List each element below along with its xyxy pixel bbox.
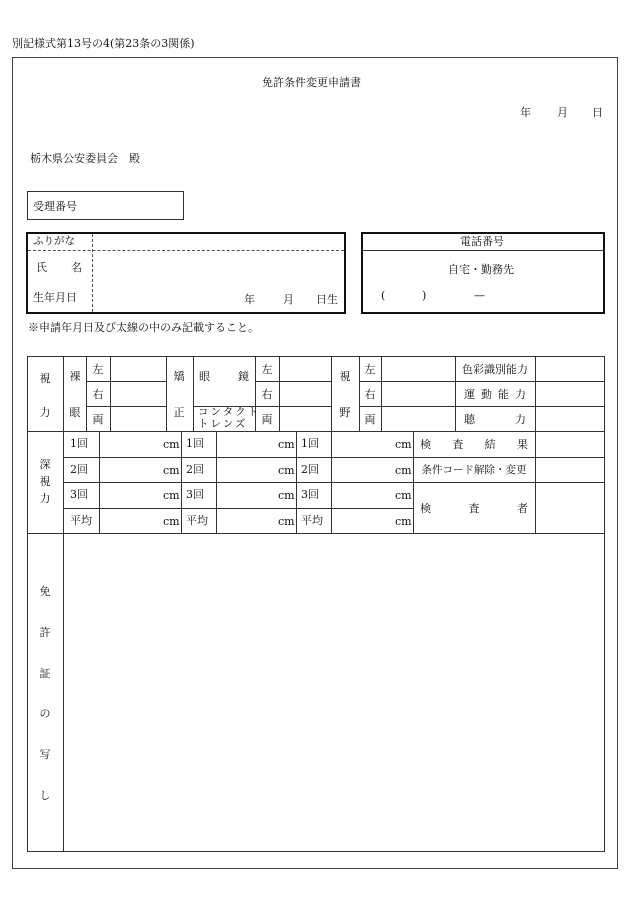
visual-field-label-char-1: 視	[339, 370, 351, 383]
depth-label-char-1: 深	[39, 458, 51, 471]
depth-g1-trial-1: 1回	[70, 437, 88, 450]
motor-ability-label	[464, 388, 526, 400]
hearing-value[interactable]	[535, 406, 605, 431]
naked-eye-label	[66, 368, 84, 420]
depth-g1-unit-2: cm	[163, 464, 180, 477]
name-label-char-2: 名	[71, 261, 82, 274]
rule	[413, 431, 414, 533]
name-label-char-1: 氏	[36, 261, 47, 274]
license-copy-char-1: 免	[39, 585, 51, 598]
field-right-label: 右	[364, 387, 376, 401]
corrected-right-value[interactable]	[279, 381, 331, 406]
depth-g1-average: 平均	[70, 514, 92, 527]
furigana-field[interactable]	[94, 236, 344, 249]
rule	[193, 356, 194, 431]
examiner-char-2: 査	[468, 502, 480, 515]
glasses-label-char-1: 眼	[199, 370, 210, 383]
form-title: 免許条件変更申請書	[262, 76, 361, 89]
motor-ability-char-3: 能	[498, 388, 509, 401]
motor-ability-char-1: 運	[464, 388, 475, 401]
examiner-label	[420, 502, 528, 514]
rule	[331, 356, 332, 431]
depth-g1-unit-3: cm	[163, 489, 180, 502]
corrected-both-value[interactable]	[279, 406, 331, 431]
birthdate-field[interactable]	[94, 286, 344, 310]
phone-title-divider	[363, 250, 603, 251]
depth-perception-label	[36, 456, 54, 506]
depth-g3-trial-3: 3回	[301, 488, 319, 501]
visual-field-label-char-2: 野	[339, 406, 351, 419]
license-copy-char-5: 写	[39, 748, 51, 762]
phone-dash: —	[474, 289, 485, 302]
corrected-label-char-1: 矯	[173, 370, 185, 383]
naked-both-label: 両	[92, 412, 104, 426]
rule	[181, 431, 182, 533]
rule	[296, 431, 297, 533]
applicant-label-divider	[92, 234, 93, 312]
color-discrimination-value[interactable]	[535, 356, 605, 381]
naked-left-value[interactable]	[110, 356, 166, 381]
examiner-char-1: 検	[420, 502, 431, 515]
addressee: 栃木県公安委員会 殿	[30, 152, 140, 165]
field-left-value[interactable]	[381, 356, 455, 381]
date-month-label: 月	[557, 106, 568, 119]
field-right-value[interactable]	[381, 381, 455, 406]
color-discrimination-label: 色彩識別能力	[462, 362, 528, 376]
depth-g3-unit-2: cm	[395, 464, 412, 477]
depth-g2-unit-3: cm	[278, 489, 295, 502]
depth-g1-trial-2: 2回	[70, 463, 88, 476]
naked-right-value[interactable]	[110, 381, 166, 406]
license-copy-label	[36, 583, 54, 803]
vision-label	[36, 370, 54, 420]
depth-g3-trial-2: 2回	[301, 463, 319, 476]
result-char-4: 果	[516, 438, 528, 451]
instruction-note: ※申請年月日及び太線の中のみ記載すること。	[28, 321, 259, 334]
phone-number-field[interactable]	[363, 284, 603, 310]
exam-result-label	[420, 438, 528, 450]
depth-g2-trial-1: 1回	[186, 437, 204, 450]
license-copy-char-4: の	[39, 707, 51, 721]
naked-right-label: 右	[92, 387, 104, 401]
corrected-right-label: 右	[261, 387, 273, 401]
naked-left-label: 左	[92, 362, 104, 376]
hearing-char-1: 聴	[464, 413, 475, 426]
motor-ability-char-4: 力	[515, 388, 526, 401]
date-day-label: 日	[592, 106, 603, 119]
depth-g1-unit-1: cm	[163, 438, 180, 451]
result-char-3: 結	[484, 438, 496, 451]
examiner-value[interactable]	[535, 482, 605, 533]
corrected-left-label: 左	[261, 362, 273, 376]
corrected-label-char-2: 正	[173, 406, 185, 419]
vision-label-char-2: 力	[39, 406, 51, 419]
condition-code-label: 条件コード解除・変更	[421, 464, 527, 476]
depth-g3-unit-1: cm	[395, 438, 412, 451]
phone-title: 電話番号	[460, 235, 504, 248]
depth-g1-trial-3: 3回	[70, 488, 88, 501]
form-number-note: 別記様式第13号の4(第23条の3関係)	[12, 37, 195, 50]
birth-month-unit: 月	[283, 293, 294, 306]
birth-day-unit: 日生	[316, 293, 338, 306]
depth-g3-trial-1: 1回	[301, 437, 319, 450]
visual-field-label	[336, 368, 354, 420]
hearing-label	[464, 413, 526, 425]
license-copy-area[interactable]	[64, 534, 604, 851]
corrected-both-label: 両	[261, 412, 273, 426]
depth-g2-trial-2: 2回	[186, 463, 204, 476]
license-copy-char-3: 証	[39, 666, 51, 680]
glasses-label	[199, 370, 249, 382]
contact-lens-label-line-2: トレンズ	[198, 418, 248, 430]
depth-g2-values[interactable]	[216, 431, 276, 533]
examiner-char-3: 者	[517, 502, 528, 515]
depth-g2-average: 平均	[186, 514, 208, 527]
field-left-label: 左	[364, 362, 376, 376]
corrected-left-value[interactable]	[279, 356, 331, 381]
depth-g2-unit-avg: cm	[278, 515, 295, 528]
birth-year-unit: 年	[244, 293, 255, 306]
depth-g2-unit-2: cm	[278, 464, 295, 477]
naked-eye-label-char-2: 眼	[69, 406, 81, 419]
receipt-number-label: 受理番号	[33, 200, 77, 213]
exam-result-value[interactable]	[535, 431, 605, 457]
motor-ability-value[interactable]	[535, 381, 605, 406]
depth-g2-unit-1: cm	[278, 438, 295, 451]
license-copy-char-2: 許	[39, 625, 51, 639]
depth-g1-values[interactable]	[99, 431, 161, 533]
naked-both-value[interactable]	[110, 406, 166, 431]
rule	[166, 356, 167, 431]
result-char-2: 査	[452, 438, 464, 451]
date-year-label: 年	[520, 106, 531, 119]
furigana-label: ふりがな	[33, 235, 75, 247]
name-field[interactable]	[94, 253, 344, 283]
result-char-1: 検	[420, 438, 431, 451]
license-copy-char-6: し	[39, 788, 51, 802]
contact-lens-label-line-1: コンタクト	[198, 406, 261, 418]
depth-g2-trial-3: 3回	[186, 488, 204, 501]
phone-open-paren: (	[381, 289, 386, 302]
depth-g3-unit-3: cm	[395, 489, 412, 502]
depth-g3-values[interactable]	[331, 431, 393, 533]
depth-label-char-3: 力	[39, 492, 51, 505]
hearing-char-2: 力	[515, 413, 526, 426]
field-both-value[interactable]	[381, 406, 455, 431]
corrected-label	[170, 368, 188, 420]
depth-g3-average: 平均	[301, 514, 323, 527]
furigana-divider	[28, 250, 344, 251]
phone-close-paren: )	[422, 289, 427, 302]
depth-label-char-2: 視	[39, 475, 51, 488]
condition-code-value[interactable]	[535, 457, 605, 482]
naked-eye-label-char-1: 裸	[69, 370, 81, 383]
field-both-label: 両	[364, 412, 376, 426]
glasses-label-char-2: 鏡	[238, 370, 249, 383]
birthdate-label: 生年月日	[33, 291, 77, 304]
name-label	[36, 261, 82, 273]
vision-label-char-1: 視	[39, 372, 51, 385]
depth-g1-unit-avg: cm	[163, 515, 180, 528]
depth-g3-unit-avg: cm	[395, 515, 412, 528]
motor-ability-char-2: 動	[481, 388, 492, 401]
phone-type: 自宅・勤務先	[448, 263, 514, 276]
